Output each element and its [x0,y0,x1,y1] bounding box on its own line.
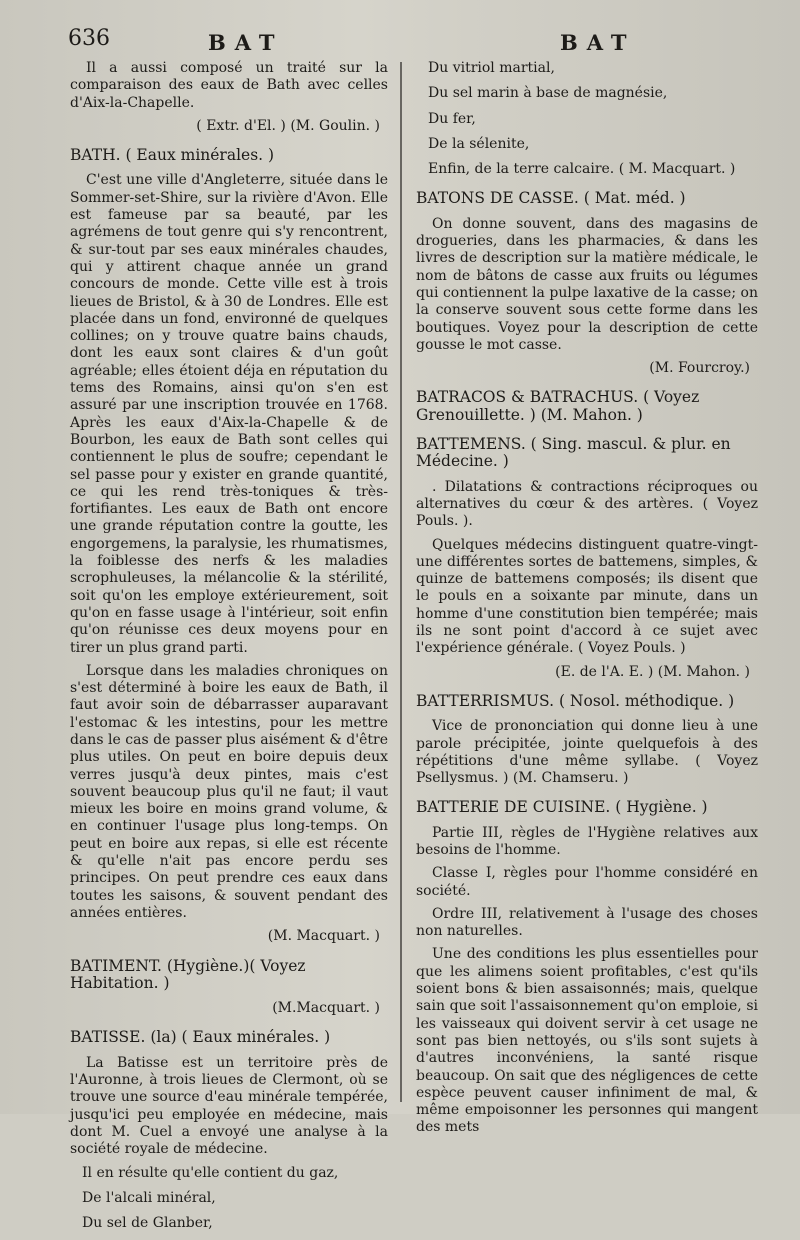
bath-paragraph-1: C'est une ville d'Angleterre, située dans le Sommer-set-Shire, sur la rivière d'Avon. Elle est fameuse par sa beauté, par les agrémens de tout genre qui s'y rencontrent, & sur-tout par ses eaux minérales chaudes, qui y attirent chaque année un grand concours de monde. Cette ville est à trois lieues de Bristol, & à 30 de Londres. Elle est placée dans un fond, environné de quelques collines; on y trouve quatre bains chauds, dont les eaux sont claires & d'un goût agréable; elles étoient déja en réputation du tems des Romains, ainsi qu'on s'en est assuré par une inscription trouvée en 1768. Après les eaux d'Aix-la-Chapelle & de Bourbon, les eaux de Bath sont celles qui contiennent le plus de soufre; cependant le sel passe pour y exister en grande quantité, ce qui les rend très-toniques & très-fortifiantes. Les eaux de Bath ont encore une grande réputation contre la goutte, les engorgemens, la paralysie, les rhumatismes, la foiblesse des nerfs & les maladies scrophuleuses, la mélancolie & la stérilité, soit qu'on les employe extérieurement, soit qu'on en fasse usage à l'intérieur, soit enfin qu'on réunisse ces deux moyens pour en tirer un plus grand parti. [70,172,388,656]
entry-title-batisse: BATISSE. (la) ( Eaux minérales. ) [70,1028,331,1047]
page-number: 636 [68,26,110,51]
batisse-paragraph: La Batisse est un territoire près de l'Auronne, à trois lieues de Clermont, où se trouve une source d'eau minérale tempérée, jusqu'ici peu employée en médecine, mais dont M. Cuel a envoyé une analyse à la société royale de médecine. [70,1054,388,1158]
entry-title-bath: BATH. ( Eaux minérales. ) [70,146,275,165]
running-head-right: BAT [560,30,636,55]
entry-title-batracos: BATRACOS & BATRACHUS. ( Voyez Grenouillette. ) (M. Mahon. ) [416,388,700,424]
column-divider [400,62,402,1102]
batterie-paragraph-2: Classe I, règles pour l'homme considéré en société. [416,865,758,899]
continuation-line: Enfin, de la terre calcaire. ( M. Macquart. ) [428,161,736,178]
battemens-paragraph-1: . Dilatations & contractions réciproques ou alternatives du cœur & des artères. ( Voyez Pouls. ). [416,478,758,530]
batiment-reference: (M.Macquart. ) [272,1000,380,1017]
battemens-paragraph-2: Quelques médecins distinguent quatre-vingt-une différentes sortes de battemens, simples, & quinze de battemens composés; ils disent que le pouls en a soixante par minute, dans un homme d'une constitution bien tempérée; mais ils ne sont point d'accord à ce sujet avec l'expérience générale. ( Voyez Pouls. ) [416,536,758,657]
running-head-left: BAT [208,30,284,55]
batisse-line: Du sel de Glanber, [82,1215,213,1232]
battemens-reference: (E. de l'A. E. ) (M. Mahon. ) [555,663,750,680]
bath-paragraph-2: Lorsque dans les maladies chroniques on s'est déterminé à boire les eaux de Bath, il faut avoir soin de débarrasser auparavant l'estomac & les intestins, pour les mettre dans le cas de passer plus aisément & d'être plus utiles. On peut en boire depuis deux verres jusqu'à deux pintes, mais c'est souvent beaucoup plus qu'il ne faut; il vaut mieux les boire en moins grand volume, & en continuer l'usage plus long-temps. On peut en boire aux repas, si elle est récente & qu'elle n'ait pas encore perdu ses principes. On peut prendre ces eaux dans toutes les saisons, & souvent pendant des années entières. [70,662,388,921]
entry-title-batterrismus: BATTERRISMUS. ( Nosol. méthodique. ) [416,691,735,710]
continuation-line: Du vitriol martial, [428,60,555,76]
batterie-paragraph-1: Partie III, règles de l'Hygiène relatives aux besoins de l'homme. [416,824,758,858]
entry-title-batiment: BATIMENT. (Hygiène.)( Voyez Habitation. ) [70,956,306,992]
batons-paragraph: On donne souvent, dans des magasins de drogueries, dans les pharmacies, & dans les livres de description sur la matière médicale, le nom de bâtons de casse aux fruits ou légumes qui contiennent la pulpe laxative de la casse; on la conserve souvent sous cette forme dans les boutiques. Voyez pour la description de cette gousse le mot casse. [416,215,758,353]
goulin-reference: ( Extr. d'El. ) (M. Goulin. ) [196,117,380,134]
continuation-line: Du fer, [428,110,476,127]
entry-title-batons-de-casse: BATONS DE CASSE. ( Mat. méd. ) [416,189,686,208]
left-column [70,60,388,1240]
bath-reference: (M. Macquart. ) [267,928,380,945]
entry-title-batterie-de-cuisine: BATTERIE DE CUISINE. ( Hygiène. ) [416,798,708,817]
batterie-paragraph-3: Ordre III, relativement à l'usage des choses non naturelles. [416,905,758,940]
batisse-line: De l'alcali minéral, [82,1189,216,1206]
right-column [416,60,758,1143]
continuation-line: De la sélenite, [428,135,530,152]
continuation-line: Du sel marin à base de magnésie, [428,85,668,102]
entry-title-battemens: BATTEMENS. ( Sing. mascul. & plur. en Médecine. ) [416,435,731,471]
batterie-paragraph-4: Une des conditions les plus essentielles pour que les alimens soient profitables, c'est qu'ils soient bons & bien assaisonnés; mais, quelque sain que soit l'assaisonnement qu'on emploie, si les vaisseaux qui doivent servir à cet usage ne sont pas bien nettoyés, ou s'ils sont sujets à d'autres inconvéniens, la santé risque beaucoup. On sait que des négligences de cette espèce peuvent causer infiniment de mal, & même empoisonner les personnes qui mangent des mets [416,946,758,1136]
goulin-paragraph: Il a aussi composé un traité sur la comparaison des eaux de Bath avec celles d'Aix-la-Chapelle. [70,60,388,111]
batterrismus-paragraph: Vice de prononciation qui donne lieu à une parole précipitée, jointe quelquefois à des répétitions d'une même syllabe. ( Voyez Psellysmus. ) (M. Chamseru. ) [416,718,758,787]
batons-reference: (M. Fourcroy.) [649,360,750,377]
batisse-line: Il en résulte qu'elle contient du gaz, [82,1164,339,1181]
